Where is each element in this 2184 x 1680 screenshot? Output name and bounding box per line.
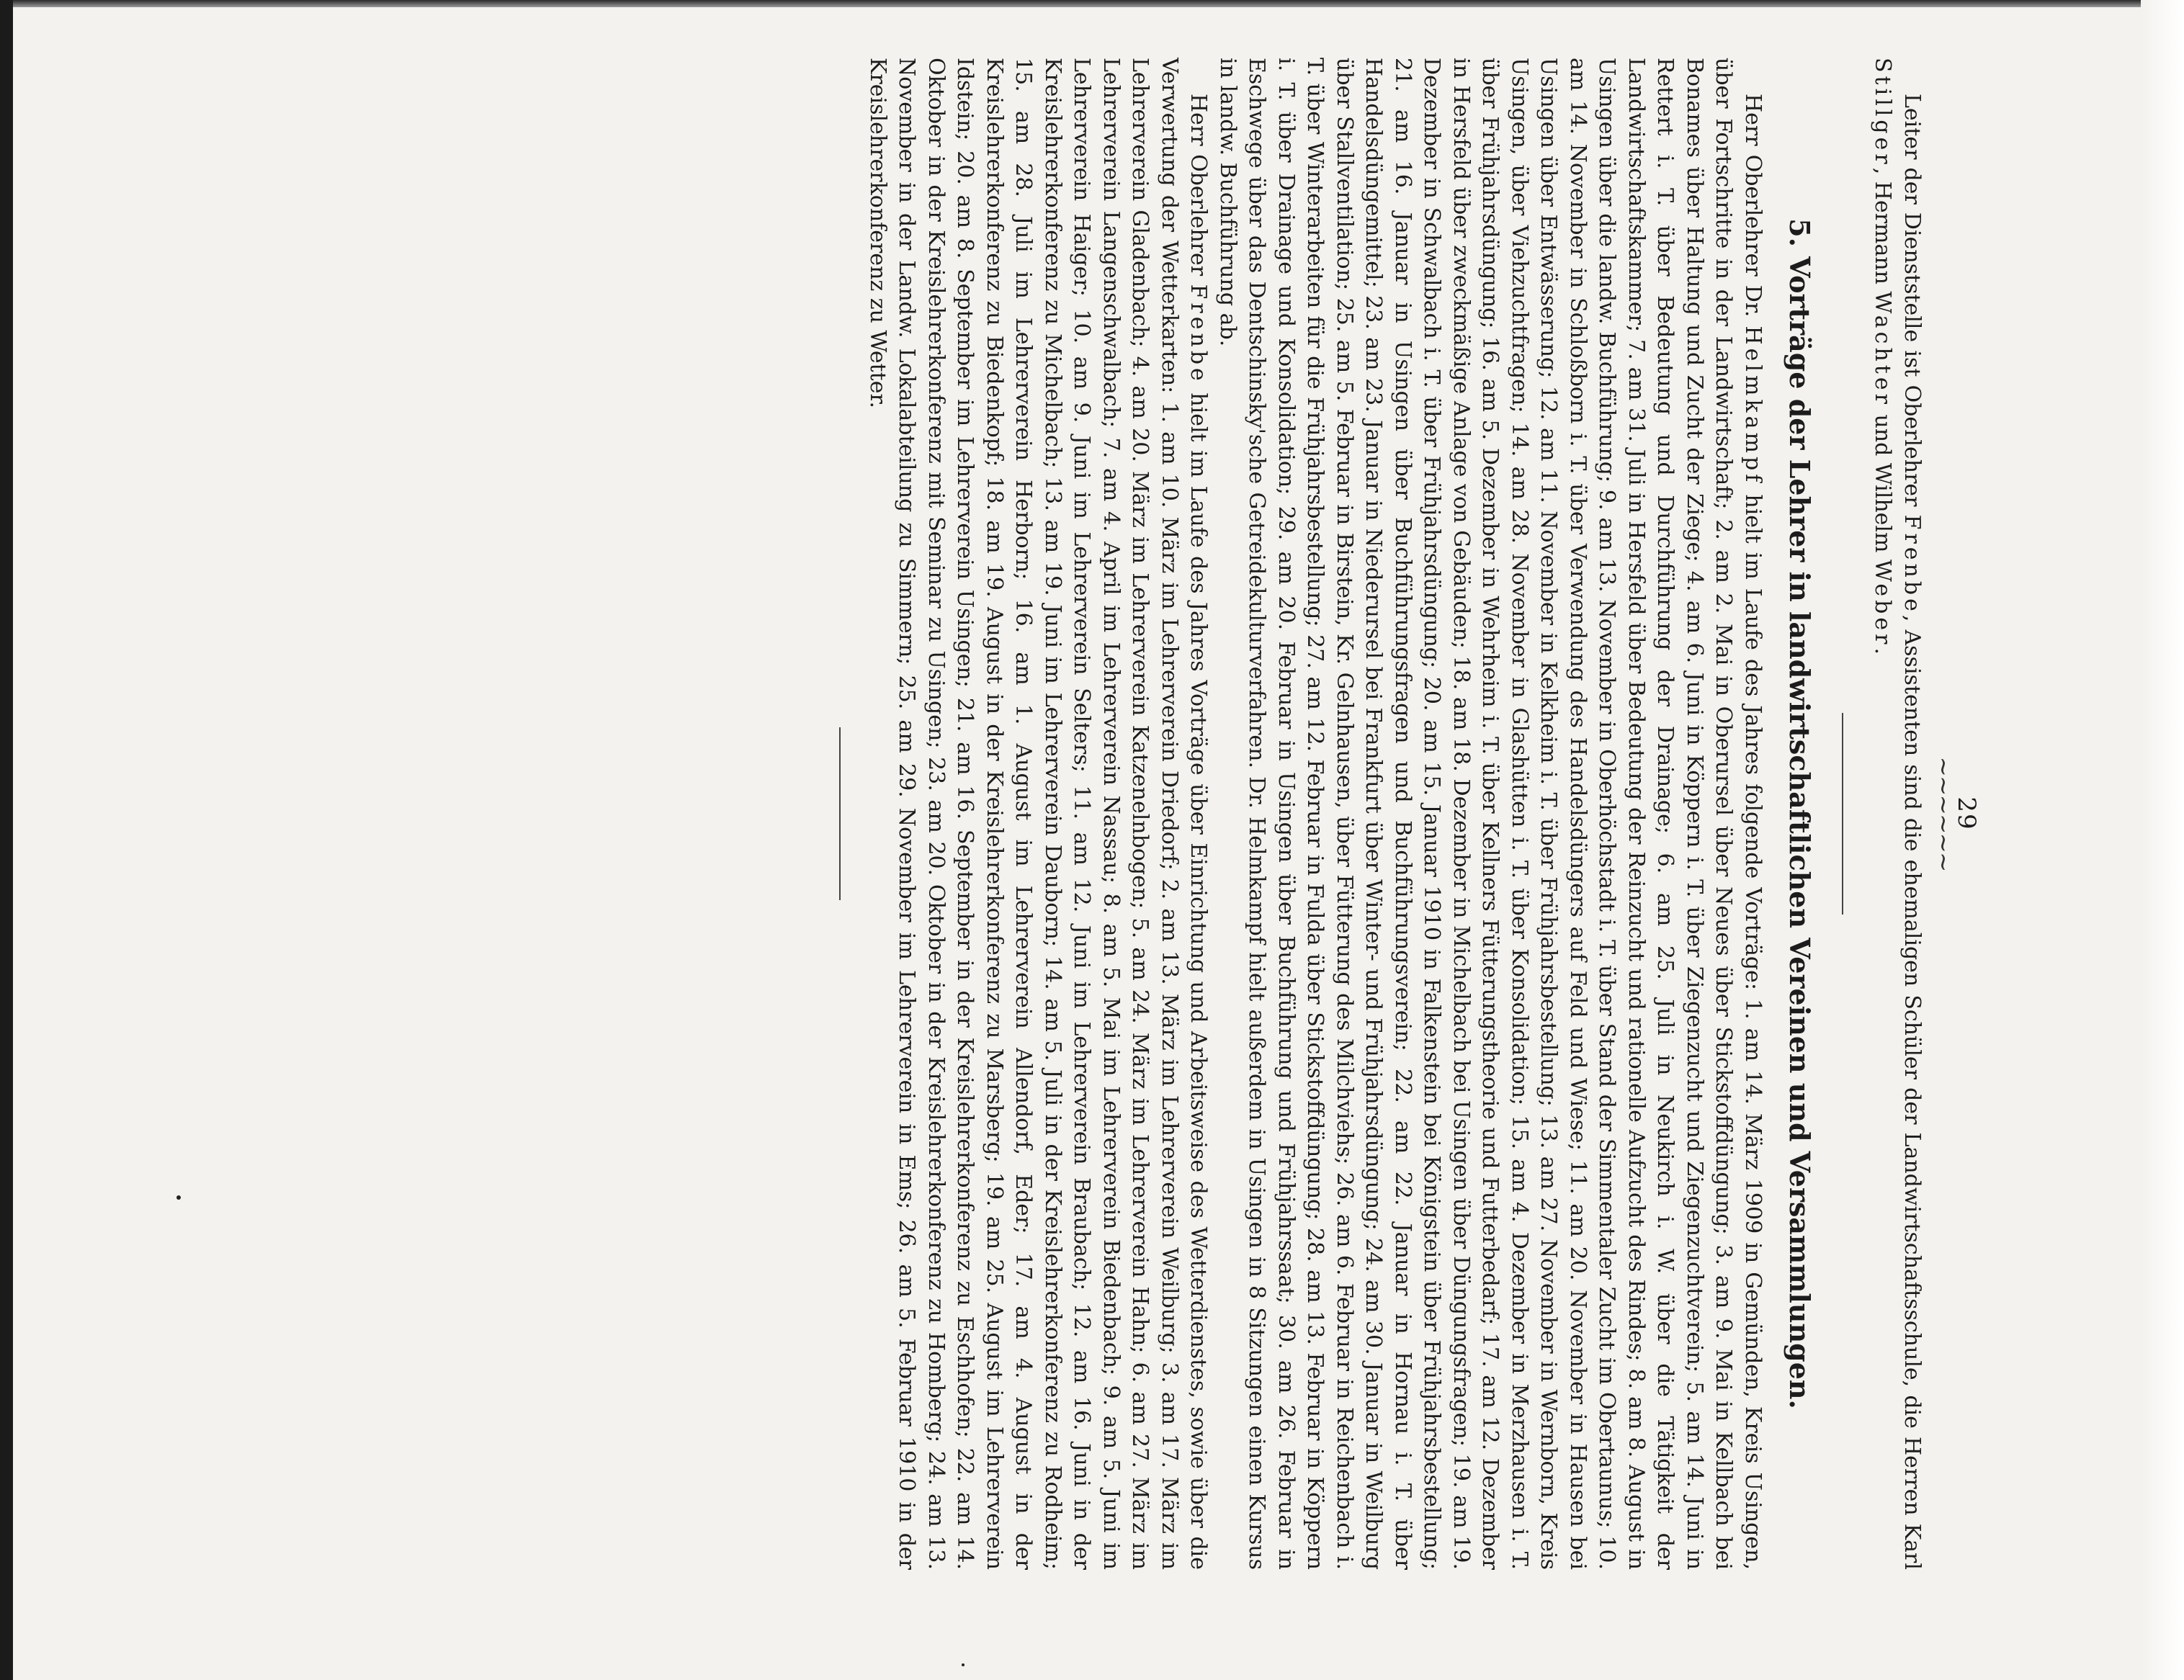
scan-speck <box>176 1195 181 1200</box>
page-number: 29 <box>1952 796 1981 831</box>
intro-name-b: Stillger <box>1870 58 1896 168</box>
intro-name-d: Weber <box>1870 560 1896 648</box>
paragraph1-name: Helmkampf <box>1740 325 1765 486</box>
intro-paragraph <box>1868 58 1926 1570</box>
scan-border-left <box>0 0 13 1680</box>
paragraph-frenbe-lectures <box>863 58 1213 1570</box>
page-body <box>324 58 1981 1599</box>
paragraph2-name: Frenbe <box>1186 284 1212 385</box>
rotated-page-content <box>324 58 1981 1599</box>
intro-text-a: Leiter der Dienststelle ist Oberlehrer <box>1899 94 1925 515</box>
end-rule <box>840 727 841 900</box>
intro-text-e: . <box>1870 647 1896 655</box>
section-heading: 5. Vorträge der Lehrer in landwirtschaftlichen Vereinen und Versammlungen. <box>1784 218 1816 1409</box>
page-number-ornament: ~~~~~~ <box>1929 756 1958 871</box>
intro-text-c: , Hermann <box>1870 167 1896 292</box>
paragraph2-lead: Herr Oberlehrer <box>1186 94 1212 284</box>
intro-text-d: und Wilhelm <box>1870 407 1896 560</box>
intro-text-b: , Assistenten sind die ehemaligen Schüler der Landwirtschaftsschule, die Herren Karl <box>1899 614 1925 1570</box>
paragraph-helmkampf-lectures <box>1213 58 1768 1570</box>
scan-border-right <box>2141 0 2184 1680</box>
intro-name-c: Wachter <box>1870 291 1896 408</box>
paragraph1-lead: Herr Oberlehrer Dr. <box>1740 94 1765 326</box>
scan-speck <box>962 1663 965 1666</box>
paragraph2-body: hielt im Laufe des Jahres Vorträge über Einrichtung und Arbeitsweise des Wetterdienstes, sowie über die Verwertung der Wetterkarten: 1. am 10. März im Lehrerverein Driedorf; 2. am 13. März im Lehrerverein Weilburg; 3. am 17. März im Lehrerverein Gladenbach; 4. am 20. März im Lehrerverein Katzenelnbogen; 5. am 24. März im Lehrerverein Hahn; 6. am 27. März im Lehrerverein Langenschwalbach; 7. am 4. April im Lehrerverein Nassau; 8. am 5. Mai im Lehrerverein Biedenbach; 9. am 5. Juni im Lehrerverein Haiger; 10. am 9. Juni im Lehrerverein Selters; 11. am 12. Juni im Lehrerverein Braubach; 12. am 16. Juni in der Kreislehrerkonferenz zu Michelbach; 13. am 19. Juni im Lehrerverein Dauborn; 14. am 5. Juli in der Kreislehrerkonferenz zu Rodheim; 15. am 28. Juli im Lehrerverein Herborn; 16. am 1. August im Lehrerverein Allendorf, Eder; 17. am 4. August in der Kreislehrerkonferenz zu Biedenkopf; 18. am 19. August in der Kreislehrerkonferenz zu Marsberg; 19. am 25. August im Lehrerverein Idstein; 20. am 8. September im Lehrerverein Usingen; 21. am 16. September in der Kreislehrerkonferenz zu Eschhofen; 22. am 14. Oktober in der Kreislehrerkonferenz mit Seminar zu Usingen; 23. am 20. Oktober in der Kreislehrerkonferenz zu Homberg; 24. am 13. November in der Landw. Lokalabteilung zu Simmern; 25. am 29. November im Lehrerverein in Ems; 26. am 5. Februar 1910 in der Kreislehrerkonferenz zu Wetter. <box>865 58 1212 1570</box>
intro-name-a: Frenbe <box>1899 514 1925 615</box>
scan-border-top <box>0 0 2184 7</box>
section-divider <box>1842 713 1843 915</box>
paragraph1-body: hielt im Laufe des Jahres folgende Vorträge: 1. am 14. März 1909 in Gemünden, Kreis Usingen, über Fortschritte in der Landwirtschaft; 2. am 2. Mai in Oberursel über Neues über Stickstoffdüngung; 3. am 9. Mai in Kellbach bei Bonames über Haltung und Zucht der Ziege; 4. am 6. Juni in Köppern i. T. über Ziegenzucht und Ziegenzuchtverein; 5. am 14. Juni in Rettert i. T. über Bedeutung und Durchführung der Drainage; 6. am 25. Juli in Neukirch i. W. über die Tätigkeit der Landwirtschaftskammer; 7. am 31. Juli in Hersfeld über Bedeutung der Reinzucht und rationelle Aufzucht des Rindes; 8. am 8. August in Usingen über die landw. Buchführung; 9. am 13. November in Oberhöchstadt i. T. über Stand der Simmentaler Zucht im Obertaunus; 10. am 14. November in Schloßborn i. T. über Verwendung des Handelsdüngers auf Feld und Wiese; 11. am 20. November in Hausen bei Usingen über Entwässerung; 12. am 11. November in Kelkheim i. T. über Frühjahrsbestellung; 13. am 27. November in Wernborn, Kreis Usingen, über Viehzuchtfragen; 14. am 28. November in Glashütten i. T. über Konsolidation; 15. am 4. Dezember in Merzhausen i. T. über Frühjahrsdüngung; 16. am 5. Dezember in Wehrheim i. T. über Kellners Fütterungstheorie und Futterbedarf; 17. am 12. Dezember in Hersfeld über zweckmäßige Anlage von Gebäuden; 18. am 18. Dezember in Michelbach bei Usingen über Düngungsfragen; 19. am 19. Dezember in Schwalbach i. T. über Frühjahrsdüngung; 20. am 15. Januar 1910 in Falkenstein bei Königstein über Frühjahrsbestellung; 21. am 16. Januar in Usingen über Buchführungsfragen und Buchführungsverein; 22. am 22. Januar in Hornau i. T. über Handelsdüngemittel; 23. am 23. Januar in Niederursel bei Frankfurt über Winter- und Frühjahrsdüngung; 24. am 30. Januar in Weilburg über Stallventilation; 25. am 5. Februar in Birstein, Kr. Gelnhausen, über Fütterung des Milchviehs; 26. am 6. Februar in Reichenbach i. T. über Winterarbeiten für die Frühjahrsbestellung; 27. am 12. Februar in Fulda über Stickstoffdüngung; 28. am 13. Februar in Köppern i. T. über Drainage und Konsolidation; 29. am 20. Februar in Usingen über Buchführung und Frühjahrssaat; 30. am 26. Februar in Eschwege über das Dentschinsky'sche Getreidekulturverfahren. Dr. Helmkampf hielt außerdem in Usingen in 8 Sitzungen einen Kursus in landw. Buchführung ab. <box>1215 58 1765 1570</box>
